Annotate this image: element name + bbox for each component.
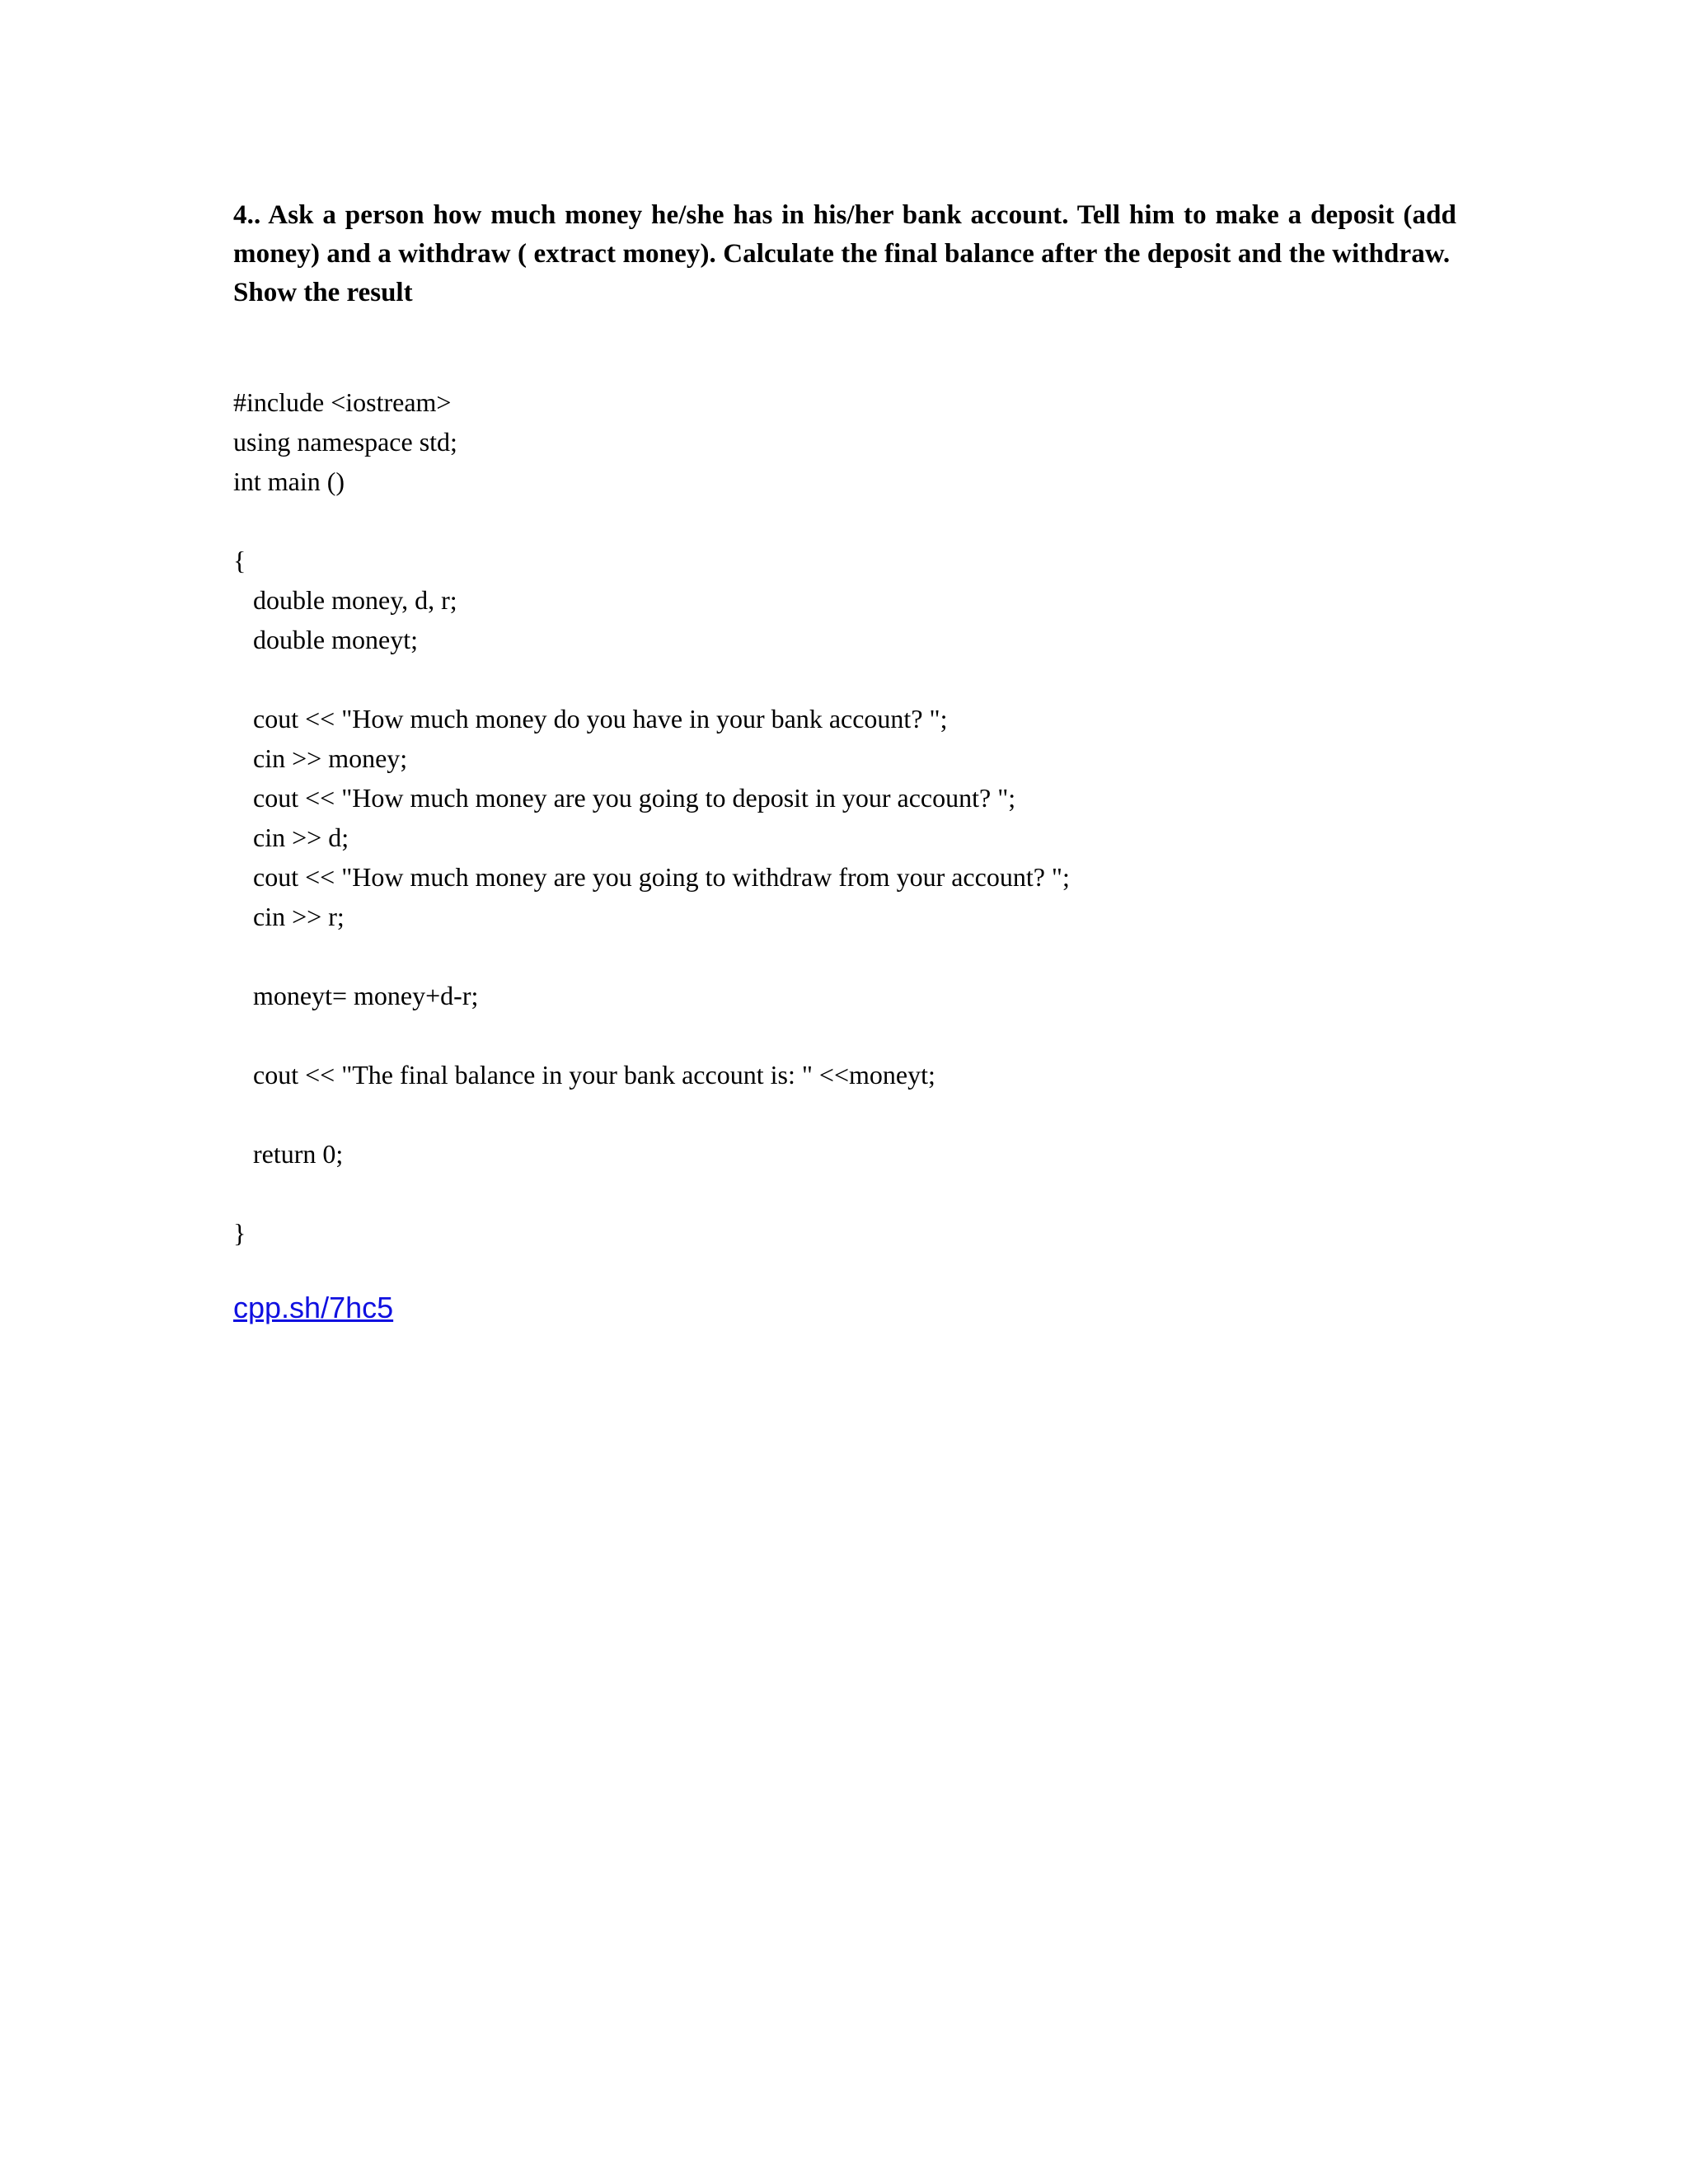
code-line: cin >> d; [233, 823, 349, 852]
code-line: cout << "How much money are you going to deposit in your account? "; [233, 783, 1016, 813]
exercise-prompt-heading: 4.. Ask a person how much money he/she has in his/her bank account. Tell him to make a deposit (add money) and a withdraw ( extract money). Calculate the final balance after the deposit and the withdraw. [233, 200, 1456, 269]
code-line: cout << "How much money do you have in your bank account? "; [233, 704, 948, 733]
code-line-blank [233, 1174, 1456, 1213]
exercise-prompt-subheading: Show the result [233, 278, 413, 307]
code-line-blank [233, 501, 1456, 541]
code-line: cout << "How much money are you going to withdraw from your account? "; [233, 862, 1070, 892]
code-line: double money, d, r; [233, 585, 457, 615]
code-line: cin >> r; [233, 902, 345, 931]
code-line-blank [233, 1015, 1456, 1055]
code-line-blank [233, 1094, 1456, 1134]
code-line: } [233, 1218, 246, 1248]
document-content [233, 196, 1456, 1327]
code-line-blank [233, 659, 1456, 699]
code-link-spacer [233, 1253, 1456, 1289]
code-line: using namespace std; [233, 427, 457, 457]
code-line: cout << "The final balance in your bank account is: " <<moneyt; [233, 1060, 935, 1090]
cpp-sh-permalink[interactable]: cpp.sh/7hc5 [233, 1291, 394, 1324]
code-line: moneyt= money+d-r; [233, 981, 479, 1010]
code-line: return 0; [233, 1139, 344, 1169]
code-line: double moneyt; [233, 625, 418, 654]
cpp-source-listing [233, 382, 1456, 1253]
code-line: #include <iostream> [233, 387, 452, 417]
code-line: cin >> money; [233, 743, 408, 773]
heading-code-spacer [233, 312, 1456, 382]
code-line: { [233, 546, 246, 575]
code-line: int main () [233, 466, 345, 496]
code-line-blank [233, 936, 1456, 976]
